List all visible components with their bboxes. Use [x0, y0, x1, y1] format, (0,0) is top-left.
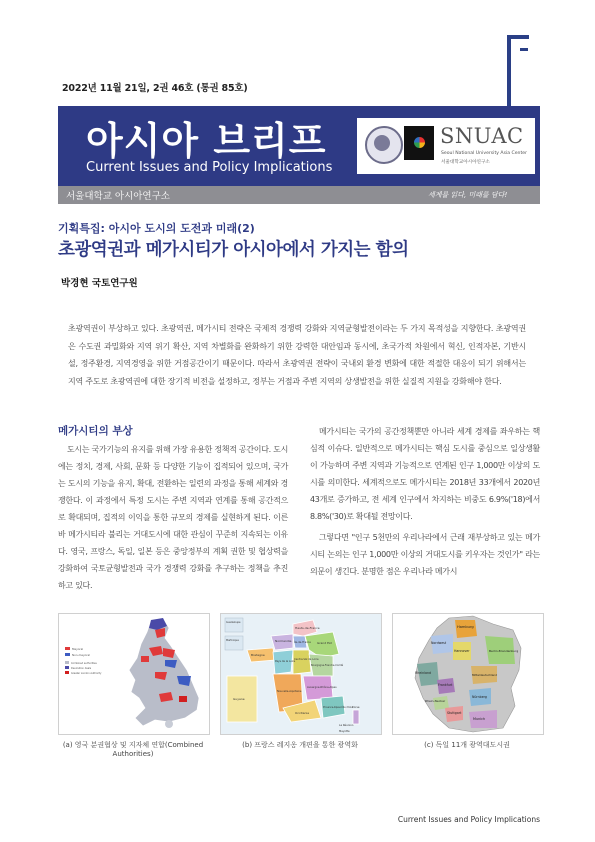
svg-text:Rheinland: Rheinland — [415, 671, 431, 675]
svg-text:Corse: Corse — [352, 706, 360, 709]
uk-map-figure — [58, 613, 210, 735]
svg-text:Hauts-de-France: Hauts-de-France — [295, 626, 320, 630]
svg-text:Rhein-Neckar: Rhein-Neckar — [425, 699, 446, 703]
body-paragraph: 메가시티는 국가의 공간정책뿐만 아니라 세계 경제를 좌우하는 핵심적 이슈다. 일반적으로 메가시티는 핵심 도시를 중심으로 일상생활이 가능하며 주변 지역과 기능적으로 연계된 인구 1,000만 이상의 도시를 의미한다. 세계적으로도 메가시티는 2018년 33개에서 2020년 43개로 증가하고, 전 세계 인구에서 차지하는 비중도 6.9%('18)에서 8.8%('30)로 확대될 전망이다. — [310, 427, 540, 521]
svg-text:Hannover: Hannover — [454, 649, 470, 653]
svg-text:Provence-Alpes-Côte d'Azur: Provence-Alpes-Côte d'Azur — [323, 706, 354, 709]
page-footer: Current Issues and Policy Implications — [397, 815, 540, 824]
legend-gla: Greater London Authority — [71, 672, 102, 675]
legend-mayoral: Mayoral — [72, 647, 84, 651]
svg-text:Munich: Munich — [473, 717, 486, 721]
snuac-logo-korean: 서울대학교아시아연구소 — [441, 160, 490, 165]
metro-hamburg — [455, 620, 477, 638]
germany-map-figure — [392, 613, 544, 735]
inset-circle — [165, 720, 173, 728]
svg-text:Guadeloupe: Guadeloupe — [226, 621, 241, 624]
svg-text:Nordwest: Nordwest — [431, 641, 447, 645]
snuac-logo-english: Seoul National University Asia Center — [441, 151, 527, 156]
region-centre-val-de-loire — [293, 650, 311, 674]
corner-bracket-tick — [520, 48, 528, 51]
body-column-left — [58, 441, 288, 594]
svg-text:Bretagne: Bretagne — [251, 653, 265, 657]
snuac-logo-text: SNUAC — [440, 124, 524, 148]
body-paragraph: 그렇다면 "인구 5천만의 우리나라에서 근래 재부상하고 있는 메가시티 논의는 인구 1,000만 이상의 거대도시를 키우자는 것인가" 라는 의문이 생긴다. 분명한 점은 우리나라 메가시 — [310, 533, 540, 576]
uk-map-svg — [59, 614, 209, 734]
institute-name: 서울대학교 아시아연구소 — [66, 191, 170, 202]
figure-caption-c: (c) 독일 11개 광역대도시권 — [424, 741, 510, 749]
svg-text:Mayotte: Mayotte — [339, 730, 350, 733]
issue-line: 2022년 11월 21일, 2권 46호 (통권 85호) — [62, 83, 248, 94]
article-abstract: 초광역권이 부상하고 있다. 초광역권, 메가시티 전략은 국제적 경쟁력 강화와 지역균형발전이라는 두 가지 목적성을 지향한다. 초광역권은 수도권 과밀화와 지역 위기 확산, 지역 차별화를 완화하기 위한 강력한 대안임과 동시에, 초국가적 차원에서 혁신, 인적자본, 기반시설, 정주환경, 지역경영을 위한 거점공간이기 때문이다. 따라서 초광역권 전략이 국내외 환경 변화에 대한 적절한 대응이 되기 위해서는 지역 주도로 초광역권에 대한 장기적 비전을 설정하고, 정부는 거점과 주변 지역의 상생발전을 위한 실질적 지원을 강화해야 한다. — [68, 324, 526, 386]
svg-text:Hamburg: Hamburg — [457, 625, 474, 629]
svg-text:Île-de-France: Île-de-France — [294, 641, 311, 644]
svg-text:Guyane: Guyane — [233, 697, 245, 701]
svg-text:La Réunion: La Réunion — [339, 724, 354, 727]
corner-bracket-top — [507, 35, 529, 39]
svg-text:Occitanie: Occitanie — [295, 711, 310, 715]
greater-london — [179, 696, 187, 702]
svg-text:Nouvelle-Aquitaine: Nouvelle-Aquitaine — [277, 690, 302, 693]
legend-combined: Combined authorities — [71, 662, 97, 665]
special-feature-label: 기획특집: 아시아 도시의 도전과 미래(2) — [58, 222, 255, 235]
slogan: 세계를 읽다, 미래를 담다! — [428, 191, 508, 199]
france-map-figure — [220, 613, 382, 735]
svg-text:Grand Est: Grand Est — [317, 641, 332, 645]
legend-non-mayoral: Non-mayoral — [72, 653, 91, 657]
svg-text:Stuttgart: Stuttgart — [447, 711, 462, 715]
svg-text:Bourgogne-Franche-Comté: Bourgogne-Franche-Comté — [311, 664, 344, 667]
publication-subtitle: Current Issues and Policy Implications — [86, 160, 333, 175]
svg-text:Pays de la Loire: Pays de la Loire — [275, 660, 296, 663]
article-author: 박경현 국토연구원 — [61, 278, 138, 289]
svg-text:Auvergne-Rhône-Alpes: Auvergne-Rhône-Alpes — [307, 686, 337, 689]
svg-text:Martinique: Martinique — [226, 639, 239, 642]
figure-caption-a: (a) 영국 분권협상 및 지자체 연합(Combined Authorities) — [62, 741, 204, 758]
legend-devolution: Devolution deals — [71, 667, 92, 670]
svg-text:Mitteldeutschland: Mitteldeutschland — [472, 673, 498, 677]
germany-map-svg — [393, 614, 543, 734]
france-map-svg — [221, 614, 381, 734]
svg-text:Centre-Val de Loire: Centre-Val de Loire — [294, 658, 319, 661]
liverpool-city — [141, 656, 149, 662]
snu-seal-center — [374, 135, 390, 151]
svg-text:Berlin-Brandenburg: Berlin-Brandenburg — [489, 649, 519, 653]
body-paragraph: 도시는 국가기능의 유지를 위해 가장 유용한 정책적 공간이다. 도시에는 정치, 경제, 사회, 문화 등 다양한 기능이 집적되어 있으며, 국가는 도시의 기능을 유지, 확대, 전환하는 일련의 과정을 통해 세계와 경쟁한다. 이 과정에서 특정 도시는 주변 지역과 연계를 통해 공간적으로 확대되며, 집적의 이익을 통한 규모의 경제를 실현하게 된다. 이른바 메가시티라 불리는 거대도시에 대한 관심이 꾸준히 지속되는 이유다. 영국, 프랑스, 독일, 일본 등은 중앙정부의 계획 권한 및 협상력을 강화하여 국토균형발전과 국가 경쟁력 강화를 추구하는 정책을 추진하고 있다. — [58, 445, 288, 590]
body-column-right — [310, 423, 540, 580]
region-corse — [353, 710, 359, 724]
svg-text:Normandie: Normandie — [275, 639, 292, 643]
section-heading: 메가시티의 부상 — [58, 425, 133, 437]
publication-title: 아시아 브리프 — [86, 119, 327, 163]
article-headline: 초광역권과 메가시티가 아시아에서 가지는 함의 — [58, 240, 409, 260]
asia-center-dot-icon — [414, 137, 425, 148]
svg-text:Nürnberg: Nürnberg — [472, 695, 487, 699]
corner-bracket-icon — [507, 35, 511, 113]
figure-caption-b: (b) 프랑스 레지옹 개편을 통한 광역화 — [242, 741, 358, 749]
svg-text:Frankfurt: Frankfurt — [438, 683, 453, 687]
